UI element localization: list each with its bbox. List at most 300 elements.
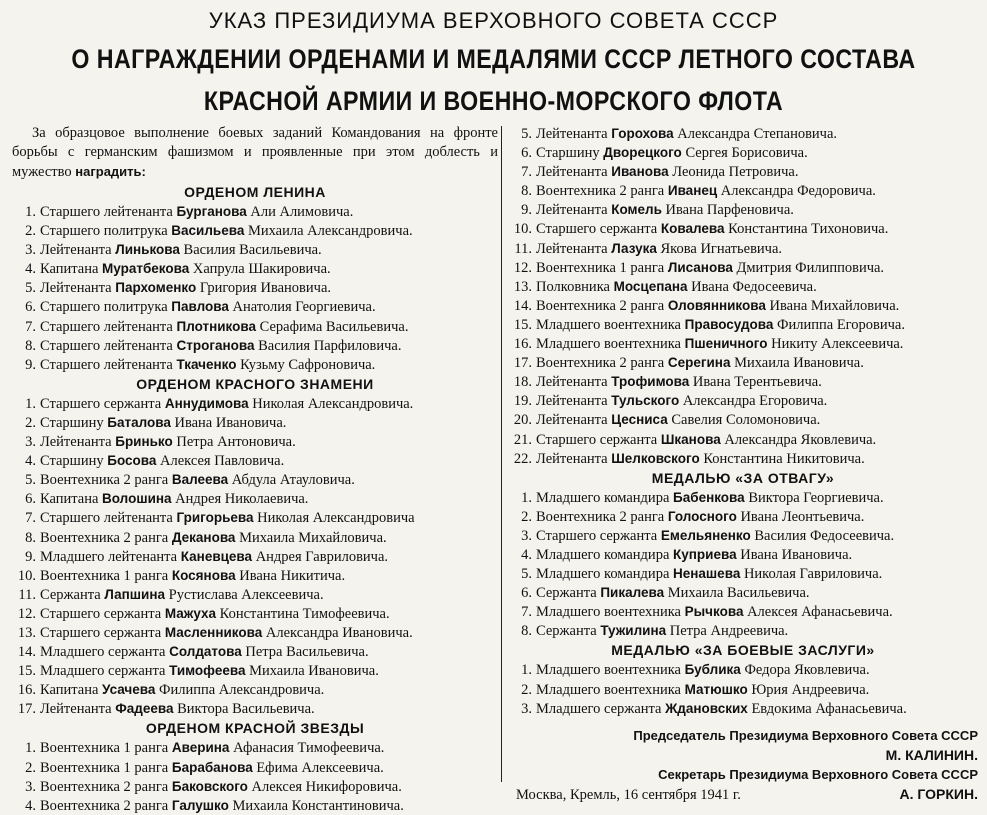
entry-number: 15.	[17, 663, 36, 680]
award-entry	[12, 796, 498, 815]
column-divider	[501, 126, 502, 782]
entry-rank: Старшего лейтенанта	[40, 318, 173, 335]
entry-name: Григория Ивановича.	[199, 280, 332, 297]
entry-rank: Лейтенанта	[40, 280, 112, 297]
entry-surname: Баталова	[107, 414, 171, 430]
entry-name: Абдула Атауловича.	[231, 472, 355, 489]
entry-number: 16.	[17, 682, 36, 699]
award-entry	[508, 258, 978, 277]
entry-rank: Воентехника 2 ранга	[40, 529, 169, 546]
entry-surname: Иванец	[667, 183, 718, 199]
entry-name: Кузьму Сафроновича.	[240, 356, 376, 373]
entry-number: 2.	[25, 414, 36, 431]
entry-rank: Старшего лейтенанта	[40, 356, 173, 373]
entry-surname: Оловянникова	[667, 297, 766, 313]
entry-name: Афанасия Тимофеевича.	[233, 740, 385, 757]
decree-date: Москва, Кремль, 16 сентября 1941 г.	[516, 786, 741, 803]
entry-number: 6.	[25, 491, 36, 508]
entry-surname: Мажуха	[164, 605, 217, 621]
award-entry	[12, 202, 498, 221]
entry-surname: Цесниса	[611, 412, 668, 428]
entry-number: 7.	[521, 604, 532, 621]
award-entry	[508, 334, 978, 353]
entry-name: Константина Никитовича.	[703, 450, 865, 467]
entry-name: Сергея Борисовича.	[685, 145, 808, 162]
entry-surname: Масленникова	[164, 624, 263, 640]
entry-number: 1.	[521, 662, 532, 679]
entry-rank: Сержанта	[536, 623, 597, 640]
secretary-name: А. ГОРКИН.	[899, 785, 978, 802]
entry-rank: Воентехника 2 ранга	[40, 797, 169, 814]
entry-rank: Лейтенанта	[536, 393, 608, 410]
entry-surname: Васильева	[171, 223, 245, 239]
entry-surname: Дворецкого	[603, 145, 682, 161]
award-entry	[12, 680, 498, 699]
entry-rank: Воентехника 1 ранга	[40, 759, 169, 776]
entry-name: Михаила Ивановича.	[734, 355, 864, 372]
entry-name: Леонида Петровича.	[672, 164, 799, 181]
entry-name: Ивана Михайловича.	[769, 297, 900, 314]
award-entry	[12, 738, 498, 757]
entry-rank: Старшего сержанта	[40, 624, 162, 641]
entry-name: Якова Игнатьевича.	[660, 240, 783, 257]
entry-number: 12.	[17, 605, 36, 622]
award-entry	[12, 355, 498, 374]
entry-name: Виктора Васильевича.	[177, 701, 315, 718]
award-entry	[12, 604, 498, 623]
entry-surname: Галушко	[171, 797, 229, 813]
entry-name: Филиппа Александровича.	[159, 682, 325, 699]
section-title-combat-merit: МЕДАЛЬЮ «ЗА БОЕВЫЕ ЗАСЛУГИ»	[611, 642, 875, 659]
entry-number: 2.	[25, 759, 36, 776]
entry-name: Александра Федоровича.	[720, 183, 876, 200]
entry-surname: Бабенкова	[673, 489, 745, 505]
entry-rank: Воентехника 1 ранга	[536, 259, 665, 276]
entry-rank: Младшего воентехника	[536, 336, 681, 353]
award-entry	[508, 602, 978, 621]
award-entry	[12, 623, 498, 642]
award-entry	[508, 200, 978, 219]
entry-name: Алексея Никифоровича.	[251, 778, 402, 795]
entry-surname: Комель	[611, 202, 662, 218]
entry-rank: Младшего воентехника	[536, 662, 681, 679]
entry-surname: Строганова	[176, 337, 255, 353]
entry-surname: Голосного	[667, 508, 737, 524]
entry-name: Анатолия Георгиевича.	[232, 299, 376, 316]
entry-number: 1.	[25, 204, 36, 220]
entry-number: 9.	[521, 202, 532, 219]
entry-surname: Пикалева	[600, 585, 665, 601]
entry-name: Александра Степановича.	[677, 126, 838, 142]
entry-surname: Ткаченко	[176, 356, 237, 372]
entry-name: Алексея Афанасьевича.	[747, 604, 893, 621]
entry-rank: Младшего сержанта	[40, 663, 166, 680]
entry-rank: Старшего политрука	[40, 223, 168, 240]
left-column	[12, 124, 498, 815]
award-entry	[12, 394, 498, 413]
entry-rank: Полковника	[536, 278, 610, 295]
award-entry	[12, 547, 498, 566]
entry-surname: Пархоменко	[115, 280, 197, 296]
entry-surname: Шканова	[660, 431, 721, 447]
decree-title-line3: КРАСНОЙ АРМИИ И ВОЕННО-МОРСКОГО ФЛОТА	[203, 86, 784, 116]
entry-number: 11.	[18, 586, 36, 603]
entry-rank: Лейтенанта	[536, 126, 608, 142]
award-entry	[12, 221, 498, 240]
entry-number: 5.	[25, 472, 36, 489]
entry-number: 4.	[25, 797, 36, 814]
entry-rank: Воентехника 2 ранга	[536, 508, 665, 525]
entry-name: Михаила Константиновича.	[232, 797, 404, 814]
award-entry	[508, 315, 978, 334]
entry-rank: Старшего лейтенанта	[40, 337, 173, 354]
section-title-lenin: ОРДЕНОМ ЛЕНИНА	[184, 184, 326, 200]
entry-name: Михаила Ивановича.	[249, 663, 379, 680]
entry-number: 21.	[513, 431, 532, 448]
entry-number: 3.	[25, 434, 36, 451]
entry-rank: Лейтенанта	[536, 450, 608, 467]
award-entry	[508, 449, 978, 468]
entry-surname: Муратбекова	[102, 261, 190, 277]
entry-surname: Деканова	[171, 529, 236, 545]
entry-number: 14.	[513, 297, 532, 314]
entry-rank: Старшего сержанта	[40, 605, 162, 622]
entry-rank: Старшину	[536, 145, 600, 162]
entry-number: 7.	[25, 318, 36, 335]
entry-number: 6.	[521, 585, 532, 602]
entry-rank: Старшего сержанта	[536, 527, 658, 544]
entry-rank: Старшего политрука	[40, 299, 168, 316]
entry-number: 8.	[25, 529, 36, 546]
award-entry	[508, 372, 978, 391]
entry-number: 8.	[25, 337, 36, 354]
award-entry	[508, 507, 978, 526]
entry-number: 18.	[513, 374, 532, 391]
entry-number: 5.	[521, 566, 532, 583]
entry-name: Алексея Павловича.	[160, 453, 285, 470]
entry-surname: Мосцепана	[613, 278, 688, 294]
award-entry	[508, 583, 978, 602]
entry-rank: Младшего сержанта	[40, 644, 166, 661]
entry-surname: Косянова	[171, 567, 236, 583]
list-bravery	[508, 488, 978, 641]
entry-surname: Барабанова	[171, 759, 253, 775]
award-entry	[508, 410, 978, 429]
entry-surname: Тужилина	[600, 623, 667, 639]
entry-surname: Аверина	[171, 740, 230, 756]
entry-name: Андрея Николаевича.	[175, 491, 309, 508]
entry-number: 6.	[521, 145, 532, 162]
entry-number: 17.	[513, 355, 532, 372]
entry-name: Виктора Георгиевича.	[748, 489, 884, 506]
entry-number: 8.	[521, 183, 532, 200]
entry-rank: Сержанта	[536, 585, 597, 602]
entry-rank: Воентехника 2 ранга	[40, 778, 169, 795]
entry-number: 2.	[25, 223, 36, 240]
award-entry	[12, 508, 498, 527]
award-entry	[12, 470, 498, 489]
entry-number: 6.	[25, 299, 36, 316]
entry-name: Константина Тимофеевича.	[219, 605, 390, 622]
entry-surname: Емельяненко	[660, 527, 751, 543]
section-title-red-star: ОРДЕНОМ КРАСНОЙ ЗВЕЗДЫ	[145, 720, 365, 737]
entry-surname: Лапшина	[104, 586, 166, 602]
entry-number: 3.	[521, 700, 532, 717]
entry-name: Петра Андреевича.	[669, 623, 789, 640]
entry-name: Али Алимовича.	[250, 204, 354, 220]
secretary-title: Секретарь Президиума Верховного Совета СССР	[658, 766, 978, 782]
entry-name: Михаила Александровича.	[247, 223, 413, 240]
entry-name: Рустислава Алексеевича.	[168, 586, 324, 603]
entry-name: Ивана Парфеновича.	[665, 202, 794, 219]
entry-name: Михаила Васильевича.	[667, 585, 810, 602]
date-row	[508, 784, 978, 806]
entry-name: Никиту Алексеевича.	[771, 336, 904, 353]
entry-name: Николая Гавриловича.	[743, 566, 883, 583]
entry-surname: Лисанова	[667, 259, 733, 275]
entry-surname: Иванова	[611, 164, 669, 180]
entry-rank: Лейтенанта	[40, 434, 112, 451]
award-entry	[508, 526, 978, 545]
entry-number: 17.	[17, 701, 36, 718]
award-entry	[12, 317, 498, 336]
entry-rank: Старшего лейтенанта	[40, 510, 173, 527]
award-entry	[12, 297, 498, 316]
award-entry	[508, 277, 978, 296]
list-red-star-left	[12, 738, 498, 814]
entry-number: 5.	[521, 126, 532, 142]
entry-surname: Солдатова	[169, 644, 242, 660]
entry-surname: Пшеничного	[684, 336, 768, 352]
entry-surname: Бринько	[115, 434, 173, 450]
award-entry	[12, 259, 498, 278]
entry-surname: Каневцева	[180, 548, 253, 564]
right-column	[508, 124, 978, 806]
entry-surname: Куприева	[673, 546, 737, 562]
entry-rank: Лейтенанта	[536, 240, 608, 257]
entry-number: 2.	[521, 508, 532, 525]
entry-number: 15.	[513, 316, 532, 333]
list-lenin	[12, 202, 498, 374]
entry-name: Александра Егоровича.	[682, 393, 828, 410]
award-entry	[508, 143, 978, 162]
entry-name: Константина Тихоновича.	[728, 221, 889, 238]
award-entry	[12, 336, 498, 355]
entry-name: Дмитрия Филипповича.	[736, 259, 885, 276]
entry-number: 10.	[513, 221, 532, 238]
entry-number: 8.	[521, 623, 532, 640]
entry-name: Евдокима Афанасьевича.	[751, 700, 907, 717]
entry-rank: Капитана	[40, 682, 99, 699]
award-entry	[508, 621, 978, 640]
entry-rank: Младшего командира	[536, 546, 670, 563]
entry-surname: Лазука	[611, 240, 657, 256]
entry-number: 1.	[25, 395, 36, 412]
chairman-name: М. КАЛИНИН.	[885, 746, 978, 763]
entry-rank: Лейтенанта	[536, 202, 608, 219]
entry-rank: Капитана	[40, 261, 99, 278]
entry-surname: Матюшко	[684, 681, 748, 697]
entry-name: Петра Васильевича.	[245, 644, 369, 661]
award-entry	[12, 432, 498, 451]
entry-name: Василия Федосеевича.	[754, 527, 895, 544]
award-entry	[508, 353, 978, 372]
entry-name: Николая Александровича.	[252, 395, 414, 412]
entry-surname: Ждановских	[665, 700, 748, 716]
entry-number: 19.	[513, 393, 532, 410]
entry-surname: Ковалева	[660, 221, 725, 237]
entry-surname: Бурганова	[176, 204, 247, 219]
award-entry	[508, 296, 978, 315]
chairman-title: Председатель Президиума Верховного Совета СССР	[633, 727, 978, 743]
entry-name: Федора Яковлевича.	[744, 662, 870, 679]
entry-surname: Аннудимова	[164, 395, 249, 411]
entry-rank: Старшего сержанта	[536, 221, 658, 238]
entry-name: Андрея Гавриловича.	[255, 548, 389, 565]
entry-surname: Рычкова	[684, 604, 744, 620]
entry-rank: Старшего лейтенанта	[40, 204, 173, 220]
award-entry	[508, 239, 978, 258]
entry-surname: Горохова	[611, 126, 674, 141]
entry-surname: Григорьева	[176, 510, 254, 526]
award-entry	[508, 564, 978, 583]
award-entry	[508, 545, 978, 564]
entry-number: 4.	[521, 546, 532, 563]
entry-surname: Тимофеева	[169, 663, 246, 679]
award-entry	[12, 661, 498, 680]
entry-surname: Павлова	[171, 299, 229, 315]
entry-rank: Младшего воентехника	[536, 681, 681, 698]
decree-title-line2: О НАГРАЖДЕНИИ ОРДЕНАМИ И МЕДАЛЯМИ СССР ЛЕТНОГО СОСТАВА	[71, 44, 916, 74]
entry-name: Николая Александровича	[257, 510, 415, 527]
entry-rank: Воентехника 2 ранга	[536, 183, 665, 200]
entry-surname: Волошина	[102, 491, 172, 507]
entry-name: Ивана Ивановича.	[174, 414, 287, 431]
entry-name: Александра Яковлевича.	[724, 431, 877, 448]
award-entry	[508, 430, 978, 449]
entry-rank: Лейтенанта	[536, 374, 608, 391]
award-entry	[12, 451, 498, 470]
award-entry	[12, 528, 498, 547]
entry-rank: Младшего лейтенанта	[40, 548, 178, 565]
entry-rank: Младшего командира	[536, 566, 670, 583]
entry-surname: Босова	[107, 453, 157, 469]
entry-rank: Младшего командира	[536, 489, 670, 506]
award-entry	[12, 240, 498, 259]
entry-number: 7.	[521, 164, 532, 181]
award-entry	[12, 278, 498, 297]
award-entry	[508, 680, 978, 699]
entry-name: Василия Васильевича.	[183, 242, 322, 259]
entry-rank: Старшего сержанта	[40, 395, 162, 412]
entry-surname: Фадеева	[115, 701, 174, 717]
entry-name: Ивана Никитича.	[239, 567, 346, 584]
entry-surname: Усачева	[102, 682, 156, 698]
intro-action: наградить:	[75, 164, 146, 179]
entry-name: Василия Парфиловича.	[258, 337, 402, 354]
entry-surname: Трофимова	[611, 374, 690, 390]
entry-surname: Тульского	[611, 393, 680, 409]
entry-surname: Баковского	[171, 778, 248, 794]
entry-surname: Шелковского	[611, 450, 700, 466]
award-entry	[12, 585, 498, 604]
entry-name: Филиппа Егоровича.	[777, 316, 905, 333]
entry-rank: Лейтенанта	[536, 412, 608, 429]
list-red-star-right	[508, 124, 978, 468]
entry-name: Савелия Соломоновича.	[671, 412, 821, 429]
entry-surname: Плотникова	[176, 318, 257, 334]
entry-rank: Младшего воентехника	[536, 316, 681, 333]
entry-name: Ивана Леонтьевича.	[740, 508, 865, 525]
entry-name: Михаила Михайловича.	[239, 529, 387, 546]
entry-name: Юрия Андреевича.	[751, 681, 870, 698]
entry-name: Петра Антоновича.	[176, 434, 296, 451]
award-entry	[508, 488, 978, 507]
entry-number: 4.	[25, 453, 36, 470]
award-entry	[508, 124, 978, 143]
intro-paragraph	[12, 124, 498, 182]
entry-number: 12.	[513, 259, 532, 276]
entry-rank: Воентехника 1 ранга	[40, 740, 169, 757]
award-entry	[508, 219, 978, 238]
entry-rank: Лейтенанта	[40, 242, 112, 259]
award-entry	[12, 699, 498, 718]
entry-name: Хапрула Шакировича.	[192, 261, 331, 278]
entry-surname: Линькова	[115, 242, 180, 258]
award-entry	[12, 758, 498, 777]
entry-name: Серафима Васильевича.	[259, 318, 409, 335]
entry-rank: Младшего сержанта	[536, 700, 662, 717]
award-entry	[508, 162, 978, 181]
entry-rank: Старшину	[40, 414, 104, 431]
entry-number: 1.	[25, 740, 36, 757]
entry-surname: Серегина	[667, 355, 731, 371]
entry-rank: Старшину	[40, 453, 104, 470]
decree-title-line1: УКАЗ ПРЕЗИДИУМА ВЕРХОВНОГО СОВЕТА СССР	[208, 8, 779, 33]
section-title-bravery: МЕДАЛЬЮ «ЗА ОТВАГУ»	[651, 469, 835, 486]
entry-rank: Лейтенанта	[40, 701, 112, 718]
entry-number: 3.	[25, 778, 36, 795]
list-combat-merit	[508, 660, 978, 717]
entry-number: 13.	[513, 278, 532, 295]
entry-rank: Воентехника 2 ранга	[40, 472, 169, 489]
entry-rank: Воентехника 1 ранга	[40, 567, 169, 584]
entry-name: Ивана Ивановича.	[740, 546, 853, 563]
entry-number: 16.	[513, 336, 532, 353]
entry-name: Ефима Алексеевича.	[256, 759, 384, 776]
entry-number: 11.	[514, 240, 532, 257]
award-entry	[508, 181, 978, 200]
entry-surname: Валеева	[171, 472, 229, 488]
entry-rank: Младшего воентехника	[536, 604, 681, 621]
award-entry	[508, 391, 978, 410]
list-red-banner	[12, 394, 498, 719]
entry-number: 7.	[25, 510, 36, 527]
entry-rank: Воентехника 2 ранга	[536, 297, 665, 314]
entry-number: 3.	[521, 527, 532, 544]
entry-number: 5.	[25, 280, 36, 297]
entry-rank: Лейтенанта	[536, 164, 608, 181]
entry-number: 10.	[17, 567, 36, 584]
entry-number: 2.	[521, 681, 532, 698]
entry-rank: Воентехника 2 ранга	[536, 355, 665, 372]
award-entry	[508, 699, 978, 718]
entry-number: 9.	[25, 356, 36, 373]
entry-surname: Правосудова	[684, 316, 774, 332]
section-title-red-banner: ОРДЕНОМ КРАСНОГО ЗНАМЕНИ	[136, 375, 374, 392]
entry-number: 20.	[513, 412, 532, 429]
entry-number: 3.	[25, 242, 36, 259]
